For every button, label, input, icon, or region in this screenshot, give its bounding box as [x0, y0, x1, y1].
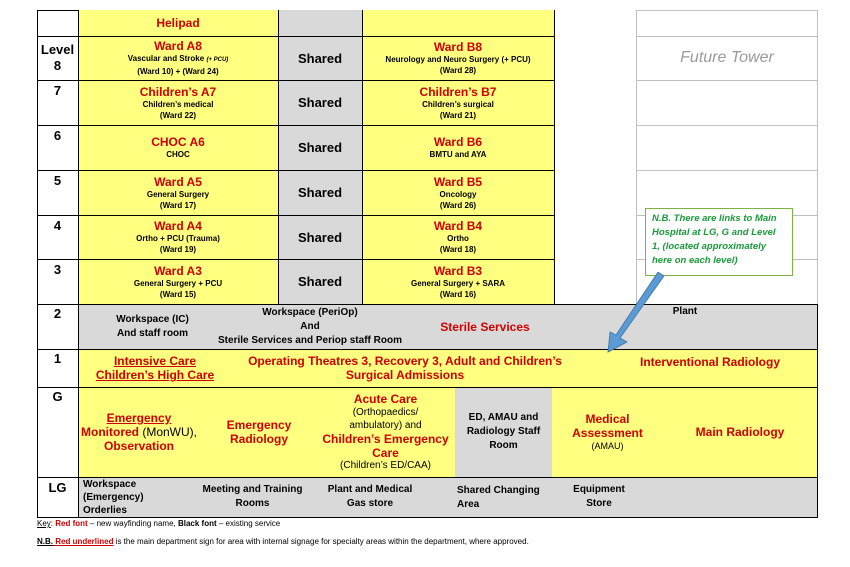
ward-a6-cell: [78, 125, 278, 170]
level-label-7: 7: [53, 83, 62, 98]
shared-l4: Shared: [297, 229, 343, 245]
level-label-2: 2: [53, 306, 62, 321]
nb-label: N.B.: [37, 537, 53, 546]
meeting-training-rooms: Meeting and Training Rooms: [202, 484, 303, 509]
black-font-label: Black font: [177, 519, 217, 528]
helipad-cell: [78, 10, 278, 36]
red-font-label: Red font: [55, 519, 88, 528]
red-underlined-label: Red underlined: [53, 537, 114, 546]
shared-l6: Shared: [297, 140, 343, 155]
ward-a7-wards: (Ward 22): [159, 110, 197, 120]
ward-b4-desc: Ortho: [447, 234, 469, 243]
level-label-3: 3: [53, 262, 62, 277]
level-label-g: G: [52, 389, 63, 404]
icu-area: [80, 349, 230, 387]
helipad-label: Helipad: [156, 16, 200, 30]
plant-label: Plant: [672, 306, 698, 317]
level-label-6: 6: [53, 128, 62, 143]
acute-care-area: [318, 387, 453, 477]
ward-b4-name: Ward B4: [433, 219, 483, 233]
workspace-periop: Workspace (PeriOp) And Sterile Services and Periop staff Room: [218, 306, 402, 346]
level-lg-band: [78, 477, 818, 517]
ward-b3-name: Ward B3: [433, 263, 483, 278]
ward-b6-name: Ward B6: [433, 135, 483, 149]
future-tower-label: Future Tower: [680, 49, 774, 66]
ward-a3-wards: (Ward 15): [159, 289, 197, 299]
ward-b8-desc: Neurology and Neuro Surgery (+ PCU): [385, 55, 531, 64]
level-label-1: 1: [53, 351, 62, 366]
emergency-label: Emergency: [106, 411, 172, 425]
ward-a4-cell: [78, 215, 278, 259]
ward-b3-wards: (Ward 16): [439, 289, 477, 299]
acute-care-label: Acute Care: [353, 392, 418, 406]
ward-a3-name: Ward A3: [154, 263, 202, 278]
ward-a7-desc: Children’s medical: [142, 99, 214, 109]
ward-a4-desc: Ortho + PCU (Trauma): [136, 234, 220, 243]
equipment-store: Equipment Store: [573, 484, 625, 509]
ward-a3-cell: [78, 259, 278, 304]
ward-a8-cell: [78, 36, 278, 80]
ed-amau-staff-room: ED, AMAU and Radiology Staff Room: [466, 412, 541, 451]
ward-b5-name: Ward B5: [433, 174, 483, 189]
shared-l5: Shared: [297, 185, 343, 200]
childrens-emergency-care: Children’s Emergency Care: [322, 432, 449, 460]
monitored-label: Monitored: [81, 425, 139, 439]
childrens-ed-label: (Children’s ED/CAA): [340, 460, 431, 471]
ward-b5-cell: [362, 170, 554, 215]
ward-b4-cell: [362, 215, 554, 259]
ward-a6-desc: CHOC: [166, 150, 190, 159]
ward-b8-cell: [362, 36, 554, 80]
plant-medical-gas: Plant and Medical Gas store: [327, 484, 413, 509]
ward-a5-cell: [78, 170, 278, 215]
ward-a8-name: Ward A8: [154, 39, 202, 53]
observation-label: Observation: [103, 439, 175, 453]
medical-assessment: Medical Assessment: [572, 412, 643, 440]
shared-l8: Shared: [297, 50, 343, 66]
ward-b7-cell: [362, 80, 554, 125]
ward-b3-desc: General Surgery + SARA: [410, 278, 506, 288]
link-note: N.B. There are links to Main Hospital at LG, G and Level 1, (located approximately here on each level): [645, 208, 793, 276]
shared-changing-area: Shared Changing Area: [457, 485, 540, 510]
nb-legend: N.B. Red underlined is the main department sign for area with internal signage for specialty areas within the department, where approved.: [37, 537, 529, 546]
key-legend: Key: Red font – new wayfinding name, Black font – existing service: [37, 519, 281, 528]
workspace-emergency-orderlies: Workspace (Emergency) Orderlies: [83, 479, 144, 516]
key-label: Key: [37, 519, 51, 528]
ward-b8-name: Ward B8: [433, 40, 483, 54]
ward-b7-name: Children’s B7: [419, 84, 497, 99]
ward-a7-name: Children’s A7: [139, 84, 217, 99]
ward-b8-wards: (Ward 28): [439, 66, 477, 75]
ward-a5-name: Ward A5: [154, 174, 202, 189]
ward-a4-name: Ward A4: [154, 219, 202, 233]
medical-assessment-area: [555, 387, 660, 477]
intensive-care: Intensive Care: [113, 354, 197, 368]
ward-a7-cell: [78, 80, 278, 125]
ward-b7-wards: (Ward 21): [439, 110, 477, 120]
level-label-lg: LG: [48, 480, 67, 495]
childrens-high-care: Children’s High Care: [95, 368, 215, 382]
ward-b6-cell: [362, 125, 554, 170]
ward-b5-desc: Oncology: [439, 189, 477, 199]
ward-b4-wards: (Ward 18): [439, 245, 477, 254]
level-label-4: 4: [53, 218, 62, 233]
acute-care-sub: (Orthopaedics/ ambulatory) and: [349, 407, 422, 431]
ward-a4-wards: (Ward 19): [159, 245, 197, 254]
ward-b6-desc: BMTU and AYA: [429, 150, 487, 159]
ward-a3-desc: General Surgery + PCU: [133, 278, 223, 288]
emergency-area: [78, 387, 200, 477]
monwu-label: (MonWU),: [139, 425, 197, 439]
interventional-radiology: Interventional Radiology: [639, 355, 780, 369]
ward-a8-desc: Vascular and Stroke: [127, 54, 205, 63]
ward-a5-wards: (Ward 17): [159, 200, 197, 210]
emergency-radiology: Emergency Radiology: [226, 418, 292, 446]
shared-l3: Shared: [297, 274, 343, 289]
main-radiology: Main Radiology: [695, 425, 785, 439]
operating-theatres: Operating Theatres 3, Recovery 3, Adult and Children’s Surgical Admissions: [248, 354, 562, 382]
shared-l7: Shared: [297, 95, 343, 110]
level-label-5: 5: [53, 173, 62, 188]
ward-a5-desc: General Surgery: [146, 189, 210, 199]
amau-label: (AMAU): [591, 441, 624, 451]
ward-b5-wards: (Ward 26): [439, 200, 477, 210]
workspace-ic: Workspace (IC) And staff room: [116, 314, 189, 339]
ward-a8-desc-small: (+ PCU): [206, 57, 229, 63]
ward-a8-wards: (Ward 10) + (Ward 24): [137, 67, 219, 76]
level-label-8: Level 8: [40, 42, 75, 73]
ward-b7-desc: Children’s surgical: [422, 99, 494, 109]
ward-a6-name: CHOC A6: [151, 135, 205, 149]
ward-b3-cell: [362, 259, 554, 304]
sterile-services: Sterile Services: [440, 319, 530, 334]
